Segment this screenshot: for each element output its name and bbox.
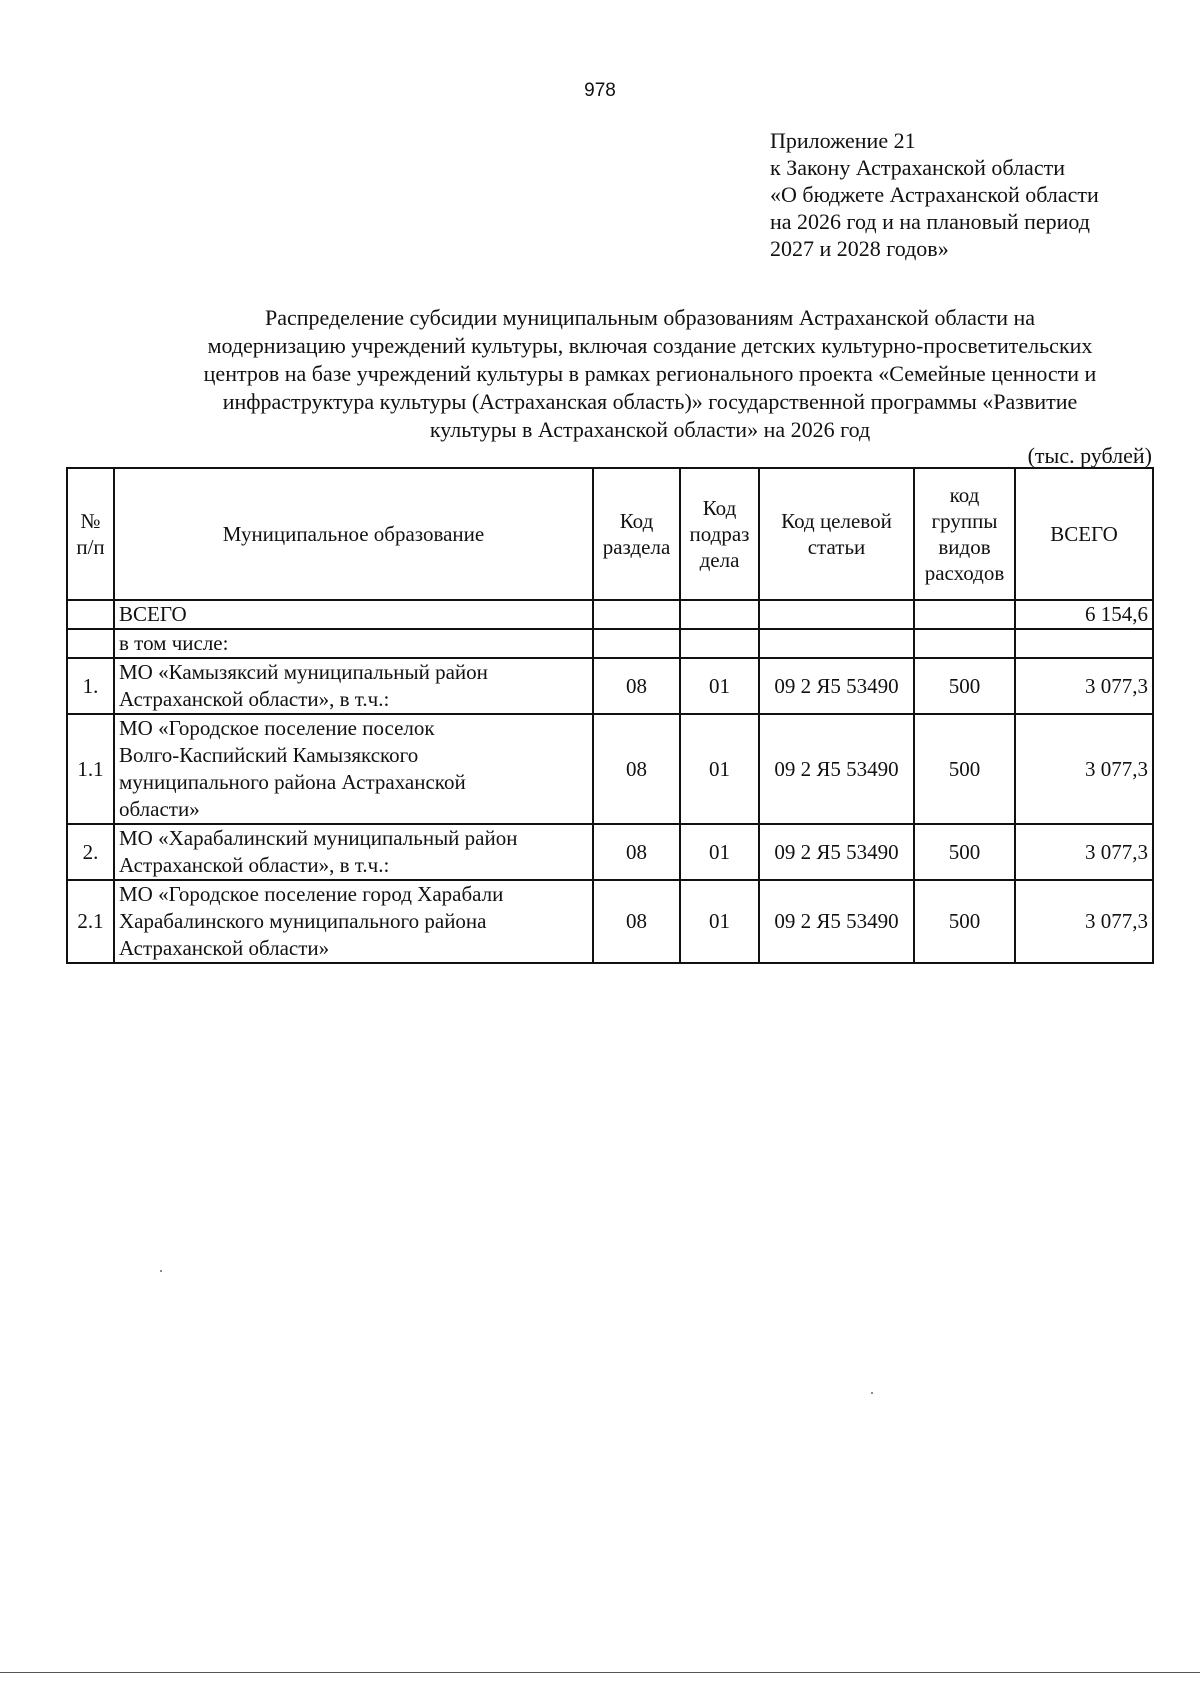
title-line: модернизацию учреждений культуры, включая создание детских культурно-просветительских	[207, 333, 1093, 358]
row-group: 500	[914, 714, 1015, 824]
row-target: 09 2 Я5 53490	[759, 880, 914, 963]
document-title	[150, 304, 1150, 444]
row-num: 1.1	[67, 714, 114, 824]
row-group: 500	[914, 824, 1015, 880]
title-line: Распределение субсидии муниципальным образованиям Астраханской области на	[264, 305, 1036, 330]
appendix-line: Приложение 21	[770, 128, 916, 153]
row-target: 09 2 Я5 53490	[759, 824, 914, 880]
row-target: 09 2 Я5 53490	[759, 714, 914, 824]
appendix-line: к Закону Астраханской области	[770, 155, 1065, 180]
scan-speck	[871, 1392, 873, 1394]
table-header-row	[67, 468, 1153, 600]
title-line: инфраструктура культуры (Астраханская область)» государственной программы «Развитие	[222, 389, 1078, 414]
title-line: центров на базе учреждений культуры в рамках регионального проекта «Семейные ценности и	[203, 361, 1097, 386]
header-municipality: Муниципальное образование	[114, 468, 593, 600]
appendix-line: 2027 и 2028 годов»	[770, 236, 949, 261]
row-num: 2.	[67, 824, 114, 880]
row-subsection: 01	[680, 714, 759, 824]
row-section: 08	[593, 658, 680, 714]
table-row	[67, 880, 1153, 963]
total-row-label: ВСЕГО	[114, 600, 593, 629]
row-municipality: МО «Городское поселение поселок Волго-Каспийский Камызякского муниципального района Астраханской области»	[114, 714, 593, 824]
scan-edge-line	[0, 1672, 1200, 1673]
row-group: 500	[914, 880, 1015, 963]
row-municipality: МО «Городское поселение город Харабали Харабалинского муниципального района Астраханской области»	[114, 880, 593, 963]
row-section: 08	[593, 880, 680, 963]
title-line: культуры в Астраханской области» на 2026 год	[429, 417, 871, 442]
table-row	[67, 714, 1153, 824]
row-subsection: 01	[680, 880, 759, 963]
units-label: (тыс. рублей)	[1027, 443, 1152, 468]
header-total: ВСЕГО	[1015, 468, 1153, 600]
header-expense-group: код группы видов расходов	[914, 468, 1015, 600]
table-row	[67, 658, 1153, 714]
allocation-table	[66, 467, 1154, 964]
row-total: 3 077,3	[1015, 658, 1153, 714]
row-total: 3 077,3	[1015, 880, 1153, 963]
row-subsection: 01	[680, 824, 759, 880]
row-num: 1.	[67, 658, 114, 714]
row-section: 08	[593, 824, 680, 880]
row-municipality: МО «Харабалинский муниципальный район Астраханской области», в т.ч.:	[114, 824, 593, 880]
total-row	[67, 600, 1153, 629]
row-group: 500	[914, 658, 1015, 714]
appendix-line: «О бюджете Астраханской области	[770, 182, 1099, 207]
table-row	[67, 824, 1153, 880]
row-total: 3 077,3	[1015, 714, 1153, 824]
header-subsection-code: Код подраз дела	[680, 468, 759, 600]
appendix-line: на 2026 год и на плановый период	[770, 209, 1090, 234]
including-label: в том числе:	[114, 629, 593, 658]
header-section-code: Код раздела	[593, 468, 680, 600]
row-section: 08	[593, 714, 680, 824]
appendix-block	[770, 127, 1170, 262]
row-target: 09 2 Я5 53490	[759, 658, 914, 714]
row-municipality: МО «Камызяксий муниципальный район Астраханской области», в т.ч.:	[114, 658, 593, 714]
including-row	[67, 629, 1153, 658]
scan-speck	[160, 1270, 162, 1272]
page-number: 978	[584, 80, 616, 101]
row-subsection: 01	[680, 658, 759, 714]
header-num: № п/п	[67, 468, 114, 600]
total-row-value: 6 154,6	[1015, 600, 1153, 629]
row-num: 2.1	[67, 880, 114, 963]
header-target-code: Код целевой статьи	[759, 468, 914, 600]
row-total: 3 077,3	[1015, 824, 1153, 880]
